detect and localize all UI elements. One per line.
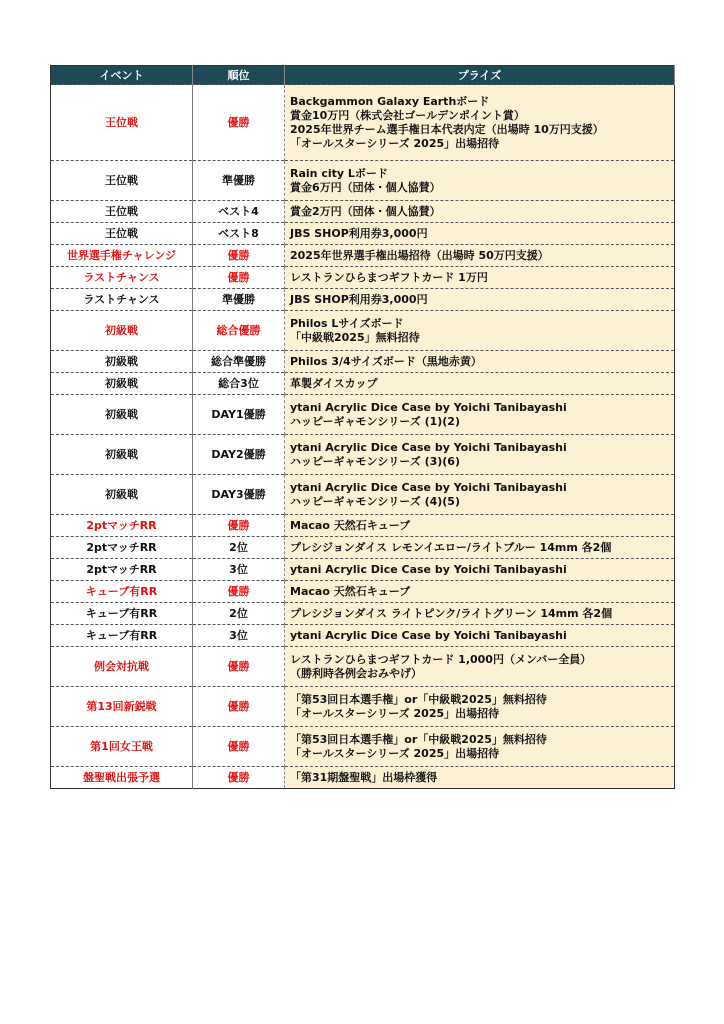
rank-cell: DAY3優勝 <box>193 475 285 515</box>
table-row <box>51 603 675 625</box>
table-row <box>51 537 675 559</box>
prize-cell <box>285 537 675 559</box>
table-row <box>51 475 675 515</box>
prize-line: レストランひらまつギフトカード 1万円 <box>290 270 488 284</box>
rank-cell: 優勝 <box>193 727 285 767</box>
rank-cell: ベスト4 <box>193 201 285 223</box>
prize-cell <box>285 161 675 201</box>
event-cell: 第1回女王戦 <box>51 727 193 767</box>
prize-line: ハッピーギャモンシリーズ (1)(2) <box>290 414 460 428</box>
rank-cell: 2位 <box>193 603 285 625</box>
rank-cell: 優勝 <box>193 267 285 289</box>
event-cell: 初級戦 <box>51 435 193 475</box>
prize-cell <box>285 395 675 435</box>
header-row <box>51 66 675 85</box>
prize-line: ytani Acrylic Dice Case by Yoichi Tanibayashi <box>290 562 567 576</box>
table-row <box>51 559 675 581</box>
header-prize: プライズ <box>285 66 675 85</box>
prize-line: ytani Acrylic Dice Case by Yoichi Tanibayashi <box>290 440 567 454</box>
rank-cell: DAY2優勝 <box>193 435 285 475</box>
prize-line: ハッピーギャモンシリーズ (4)(5) <box>290 494 460 508</box>
table-row <box>51 515 675 537</box>
prize-cell <box>285 475 675 515</box>
prize-cell <box>285 223 675 245</box>
rank-cell: 準優勝 <box>193 289 285 311</box>
prize-cell <box>285 85 675 161</box>
prize-line: 「オールスターシリーズ 2025」出場招待 <box>290 746 500 760</box>
prize-line: JBS SHOP利用券3,000円 <box>290 226 428 240</box>
prize-cell <box>285 687 675 727</box>
rank-cell: 総合優勝 <box>193 311 285 351</box>
prize-line: Philos Lサイズボード <box>290 316 404 330</box>
table-row <box>51 223 675 245</box>
rank-cell: 準優勝 <box>193 161 285 201</box>
prize-cell <box>285 435 675 475</box>
prize-line: 2025年世界選手権出場招待（出場時 50万円支援） <box>290 248 549 262</box>
table-row <box>51 395 675 435</box>
rank-cell: 3位 <box>193 625 285 647</box>
prize-cell <box>285 727 675 767</box>
event-cell: 第13回新鋭戦 <box>51 687 193 727</box>
rank-cell: 優勝 <box>193 687 285 727</box>
rank-cell: 優勝 <box>193 515 285 537</box>
table-row <box>51 581 675 603</box>
rank-cell: 3位 <box>193 559 285 581</box>
table-row <box>51 435 675 475</box>
event-cell: 初級戦 <box>51 395 193 435</box>
event-cell: 初級戦 <box>51 373 193 395</box>
event-cell: 王位戦 <box>51 85 193 161</box>
table-row <box>51 161 675 201</box>
event-cell: 世界選手権チャレンジ <box>51 245 193 267</box>
header-rank: 順位 <box>193 66 285 85</box>
prize-cell <box>285 351 675 373</box>
prize-table <box>50 65 675 789</box>
event-cell: 2ptマッチRR <box>51 559 193 581</box>
table-row <box>51 267 675 289</box>
prize-cell <box>285 267 675 289</box>
event-cell: 初級戦 <box>51 351 193 373</box>
table-row <box>51 373 675 395</box>
prize-line: Backgammon Galaxy Earthボード <box>290 94 490 108</box>
prize-line: 「第53回日本選手権」or「中級戦2025」無料招待 <box>290 692 547 706</box>
prize-line: Rain city Lボード <box>290 166 388 180</box>
event-cell: ラストチャンス <box>51 289 193 311</box>
prize-cell <box>285 373 675 395</box>
prize-cell <box>285 289 675 311</box>
prize-cell <box>285 201 675 223</box>
table-body <box>51 85 675 789</box>
event-cell: 王位戦 <box>51 223 193 245</box>
rank-cell: 優勝 <box>193 647 285 687</box>
prize-line: 2025年世界チーム選手権日本代表内定（出場時 10万円支援） <box>290 122 604 136</box>
rank-cell: 優勝 <box>193 85 285 161</box>
prize-line: プレシジョンダイス ライトピンク/ライトグリーン 14mm 各2個 <box>290 606 613 620</box>
prize-line: Philos 3/4サイズボード（黒地赤黄） <box>290 354 482 368</box>
rank-cell: 2位 <box>193 537 285 559</box>
event-cell: 2ptマッチRR <box>51 515 193 537</box>
prize-line: 「第53回日本選手権」or「中級戦2025」無料招待 <box>290 732 547 746</box>
prize-line: Macao 天然石キューブ <box>290 518 411 532</box>
prize-line: 賞金2万円（団体・個人協賛） <box>290 204 441 218</box>
table-row <box>51 245 675 267</box>
rank-cell: DAY1優勝 <box>193 395 285 435</box>
table-row <box>51 647 675 687</box>
table-row <box>51 201 675 223</box>
prize-cell <box>285 515 675 537</box>
header-event: イベント <box>51 66 193 85</box>
rank-cell: 優勝 <box>193 767 285 789</box>
prize-line: プレシジョンダイス レモンイエロー/ライトブルー 14mm 各2個 <box>290 540 612 554</box>
table-row <box>51 727 675 767</box>
event-cell: 例会対抗戦 <box>51 647 193 687</box>
table-row <box>51 289 675 311</box>
table-row <box>51 351 675 373</box>
prize-cell <box>285 245 675 267</box>
prize-line: ハッピーギャモンシリーズ (3)(6) <box>290 454 460 468</box>
prize-line: 「中級戦2025」無料招待 <box>290 330 420 344</box>
prize-line: ytani Acrylic Dice Case by Yoichi Tanibayashi <box>290 400 567 414</box>
event-cell: キューブ有RR <box>51 581 193 603</box>
prize-line: レストランひらまつギフトカード 1,000円（メンバー全員） <box>290 652 592 666</box>
prize-line: 賞金10万円（株式会社ゴールデンポイント賞） <box>290 108 525 122</box>
prize-cell <box>285 767 675 789</box>
table-row <box>51 311 675 351</box>
table-row <box>51 767 675 789</box>
prize-line: 賞金6万円（団体・個人協賛） <box>290 180 441 194</box>
event-cell: 初級戦 <box>51 311 193 351</box>
prize-cell <box>285 581 675 603</box>
prize-line: （勝利時各例会おみやげ） <box>290 666 422 680</box>
prize-line: 「第31期盤聖戦」出場枠獲得 <box>290 770 438 784</box>
prize-cell <box>285 603 675 625</box>
prize-cell <box>285 311 675 351</box>
rank-cell: 優勝 <box>193 245 285 267</box>
prize-line: 「オールスターシリーズ 2025」出場招待 <box>290 706 500 720</box>
event-cell: ラストチャンス <box>51 267 193 289</box>
event-cell: 王位戦 <box>51 201 193 223</box>
event-cell: 2ptマッチRR <box>51 537 193 559</box>
prize-line: 革製ダイスカップ <box>290 376 378 390</box>
table-row <box>51 85 675 161</box>
event-cell: 初級戦 <box>51 475 193 515</box>
table-row <box>51 625 675 647</box>
prize-line: ytani Acrylic Dice Case by Yoichi Tanibayashi <box>290 628 567 642</box>
event-cell: 盤聖戦出張予選 <box>51 767 193 789</box>
prize-line: 「オールスターシリーズ 2025」出場招待 <box>290 136 500 150</box>
table-row <box>51 687 675 727</box>
rank-cell: 総合準優勝 <box>193 351 285 373</box>
event-cell: キューブ有RR <box>51 625 193 647</box>
prize-cell <box>285 647 675 687</box>
rank-cell: 優勝 <box>193 581 285 603</box>
event-cell: キューブ有RR <box>51 603 193 625</box>
prize-line: Macao 天然石キューブ <box>290 584 411 598</box>
rank-cell: ベスト8 <box>193 223 285 245</box>
prize-line: ytani Acrylic Dice Case by Yoichi Tanibayashi <box>290 480 567 494</box>
prize-cell <box>285 559 675 581</box>
rank-cell: 総合3位 <box>193 373 285 395</box>
prize-line: JBS SHOP利用券3,000円 <box>290 292 428 306</box>
prize-cell <box>285 625 675 647</box>
event-cell: 王位戦 <box>51 161 193 201</box>
